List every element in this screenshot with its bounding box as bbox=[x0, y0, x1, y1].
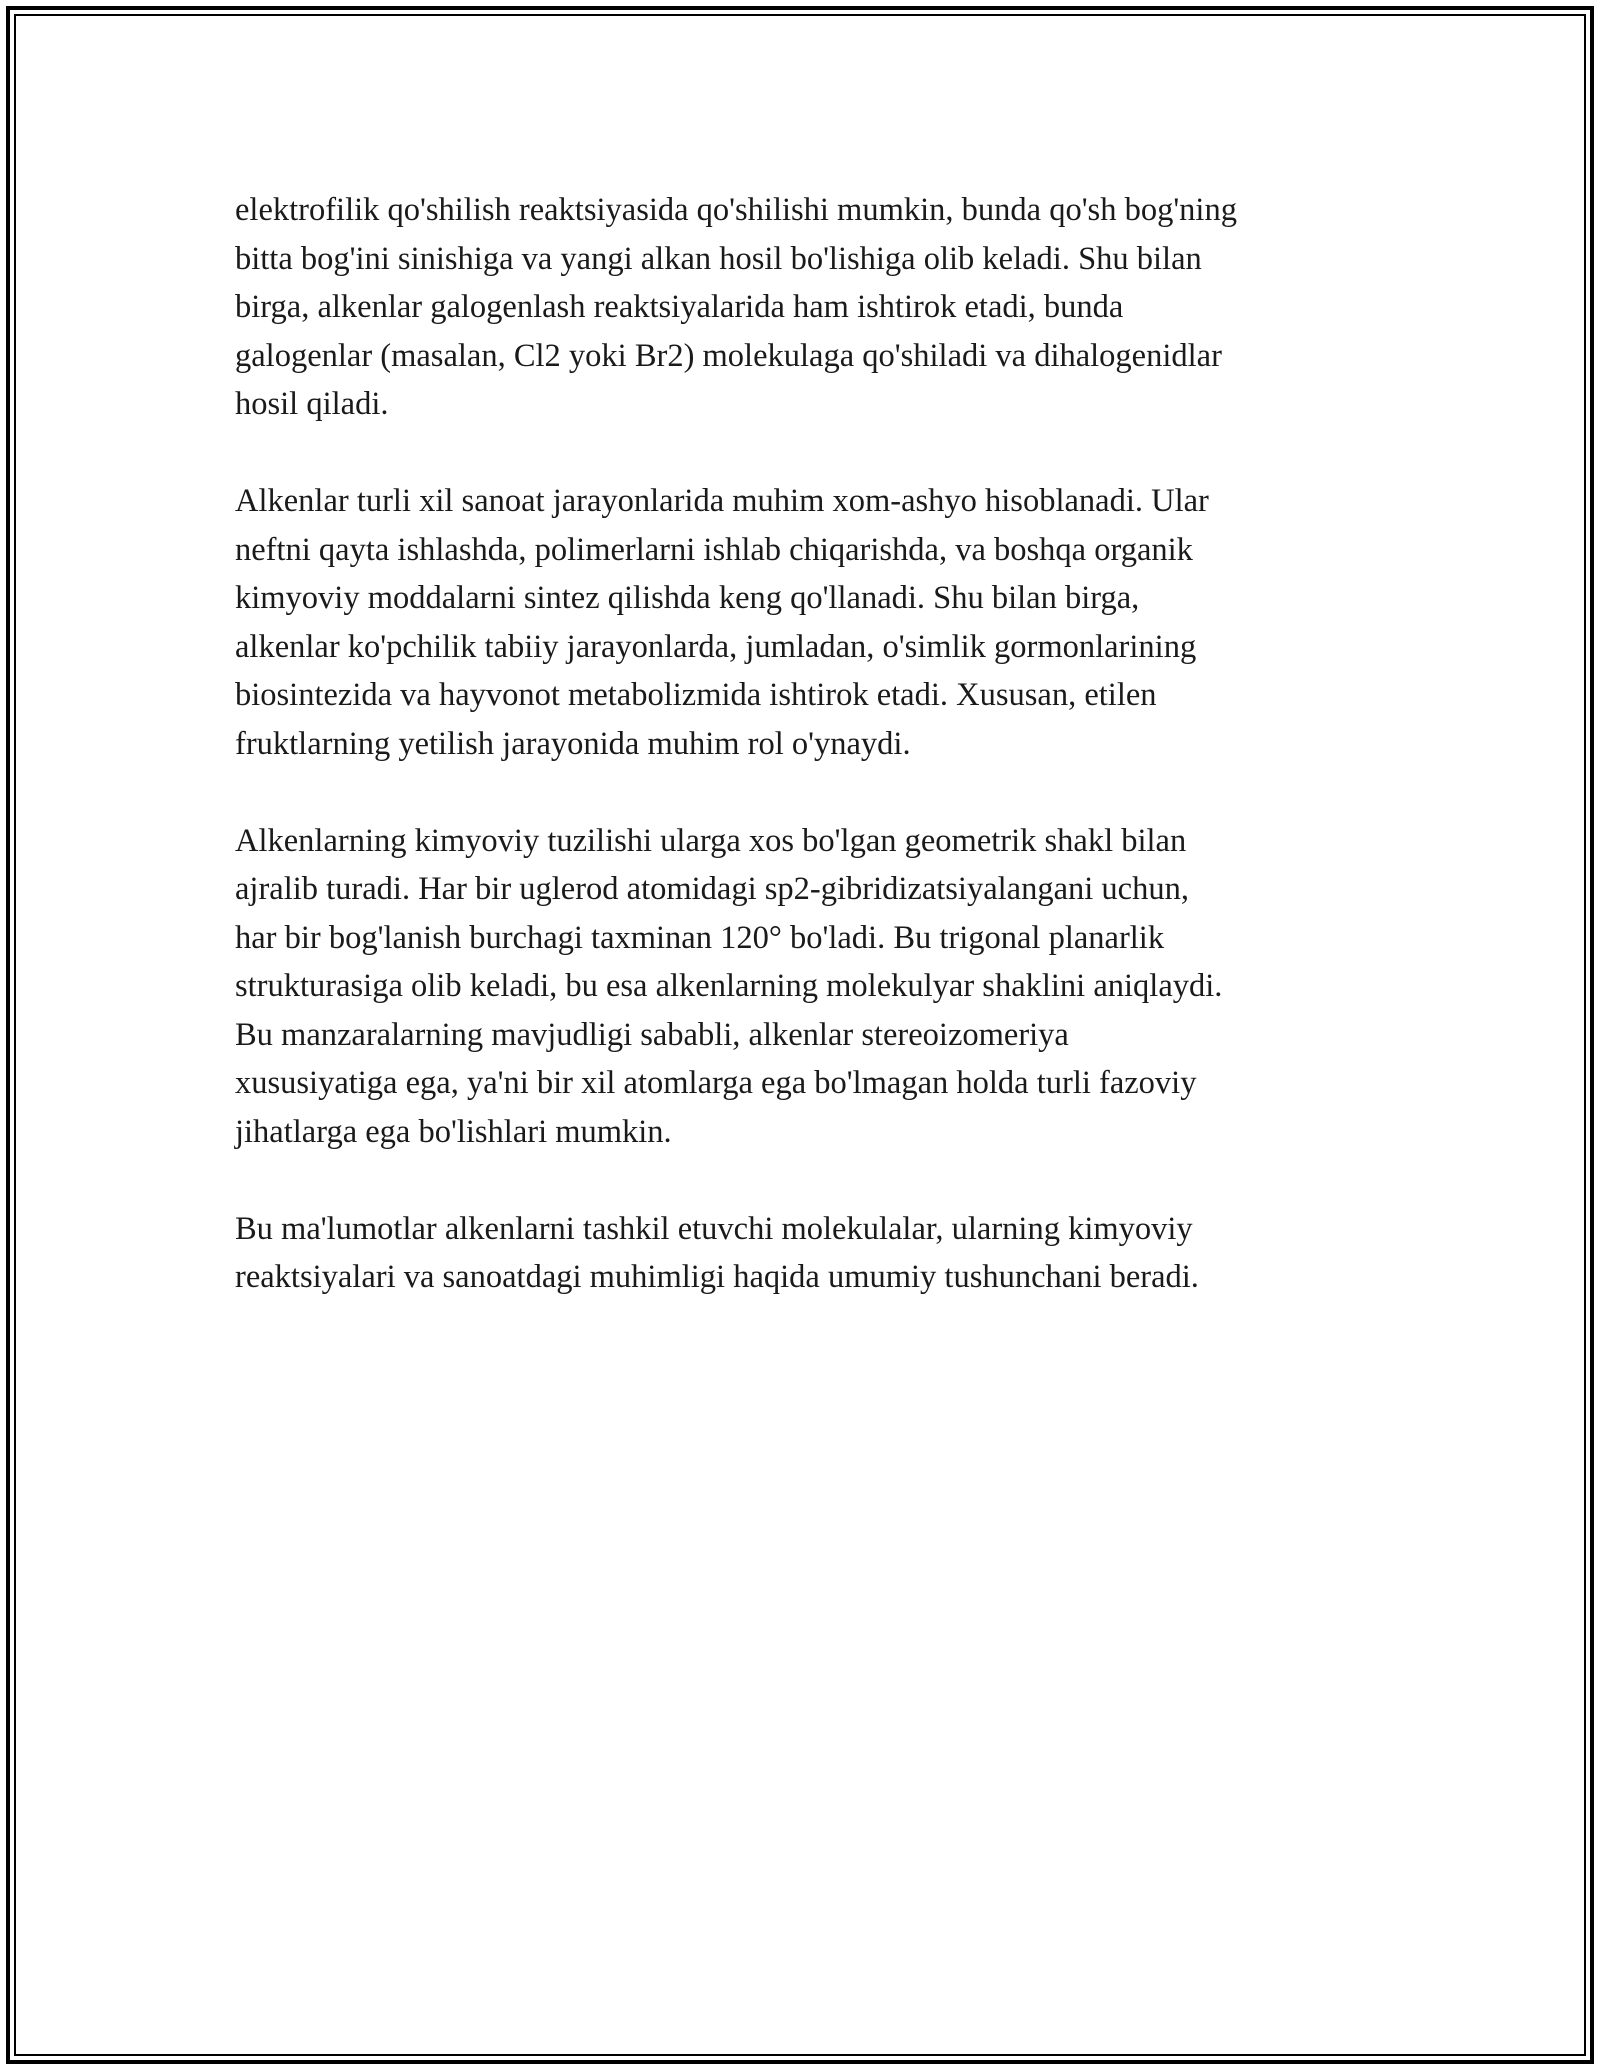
text-line: Bu manzaralarning mavjudligi sababli, alkenlar stereoizomeriya bbox=[235, 1016, 1069, 1053]
text-line: kimyoviy moddalarni sintez qilishda keng qo'llanadi. Shu bilan birga, bbox=[235, 580, 1140, 616]
text-line: Alkenlarning kimyoviy tuzilishi ularga xos bo'lgan geometrik shakl bilan bbox=[235, 822, 1187, 859]
paragraph-3 bbox=[235, 817, 1375, 1157]
text-line: xususiyatiga ega, ya'ni bir xil atomlarga ega bo'lmagan holda turli fazoviy bbox=[235, 1065, 1197, 1101]
text-line: Bu ma'lumotlar alkenlarni tashkil etuvchi molekulalar, ularning kimyoviy bbox=[235, 1210, 1193, 1247]
text-line: strukturasiga olib keladi, bu esa alkenlarning molekulyar shaklini aniqlaydi. bbox=[235, 968, 1223, 1004]
paragraph-4 bbox=[235, 1205, 1375, 1302]
text-line: hosil qiladi. bbox=[235, 386, 389, 422]
text-line: ajralib turadi. Har bir uglerod atomidagi sp2-gibridizatsiyalangani uchun, bbox=[235, 871, 1189, 907]
paragraph-1 bbox=[235, 186, 1375, 429]
paragraph-2 bbox=[235, 477, 1375, 768]
text-line: fruktlarning yetilish jarayonida muhim rol o'ynaydi. bbox=[235, 725, 911, 762]
text-line: Alkenlar turli xil sanoat jarayonlarida muhim xom-ashyo hisoblanadi. Ular bbox=[235, 483, 1209, 519]
text-line: har bir bog'lanish burchagi taxminan 120° bo'ladi. Bu trigonal planarlik bbox=[235, 919, 1165, 956]
document-body bbox=[235, 186, 1375, 1350]
text-line: reaktsiyalari va sanoatdagi muhimligi haqida umumiy tushunchani beradi. bbox=[235, 1259, 1199, 1295]
text-line: galogenlar (masalan, Cl2 yoki Br2) molekulaga qo'shiladi va dihalogenidlar bbox=[235, 337, 1222, 374]
text-line: neftni qayta ishlashda, polimerlarni ishlab chiqarishda, va boshqa organik bbox=[235, 531, 1193, 568]
text-line: birga, alkenlar galogenlash reaktsiyalarida ham ishtirok etadi, bunda bbox=[235, 289, 1124, 325]
text-line: bitta bog'ini sinishiga va yangi alkan hosil bo'lishiga olib keladi. Shu bilan bbox=[235, 240, 1202, 277]
text-line: alkenlar ko'pchilik tabiiy jarayonlarda, jumladan, o'simlik gormonlarining bbox=[235, 628, 1197, 665]
text-line: biosintezida va hayvonot metabolizmida ishtirok etadi. Xususan, etilen bbox=[235, 677, 1157, 713]
text-line: jihatlarga ega bo'lishlari mumkin. bbox=[235, 1113, 672, 1150]
text-line: elektrofilik qo'shilish reaktsiyasida qo'shilishi mumkin, bunda qo'sh bog'ning bbox=[235, 192, 1237, 228]
